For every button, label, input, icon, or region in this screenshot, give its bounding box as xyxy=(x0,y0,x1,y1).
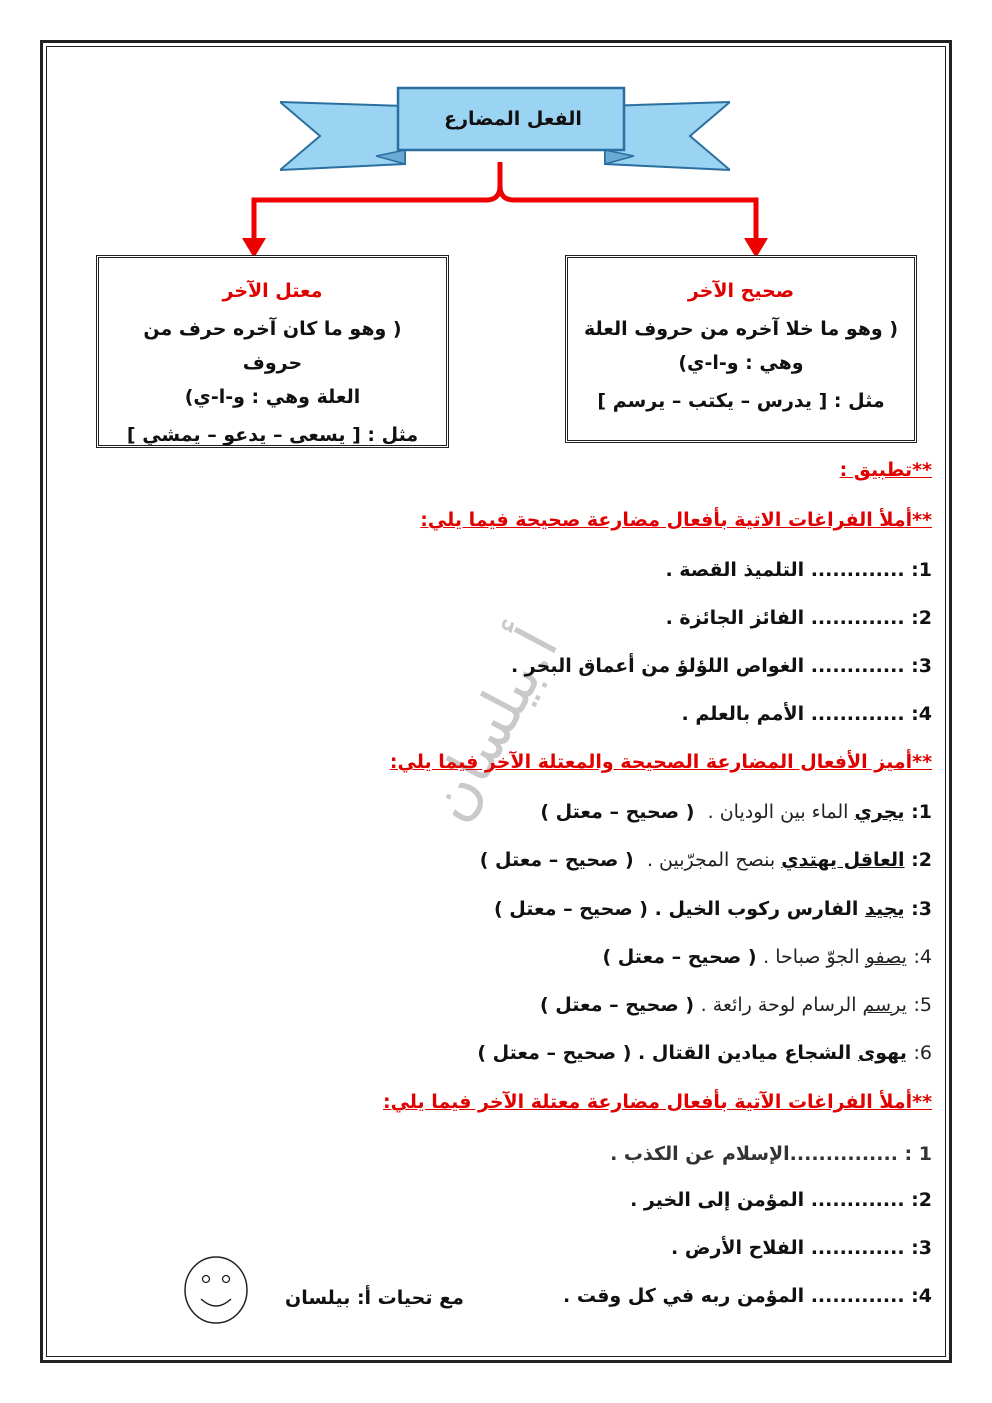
smiley-face-icon xyxy=(183,1255,249,1325)
mutal-title: معتل الآخر xyxy=(222,280,323,302)
verb: يرسم xyxy=(862,994,907,1016)
sahih-definition: ( وهو ما خلا آخره من حروف العلة وهي : و-ا-ي) xyxy=(583,318,899,374)
watermark: أ.بيلسان xyxy=(413,617,573,833)
verb: يصفو xyxy=(865,946,907,968)
mutal-example: مثل : [ يسعى – يدعو – يمشي ] xyxy=(126,424,419,446)
verb: يجيد xyxy=(864,898,905,920)
mutal-definition: ( وهو ما كان آخره حرف من حروف العلة وهي : و-ا-ي) xyxy=(143,318,402,408)
section1-heading: **أملأ الفراغات الاتية بأفعال مضارعة صحيحة فيما يلي: xyxy=(420,509,932,531)
section3-item: 4: ............. المؤمن ربه في كل وقت . xyxy=(563,1285,932,1307)
section3-item: 2: ............. المؤمن إلى الخير . xyxy=(630,1189,932,1211)
section2-item: 3: يجيد الفارس ركوب الخيل . ( صحيح – معتل ) xyxy=(493,898,932,920)
mutal-box xyxy=(96,255,449,448)
sahih-box xyxy=(565,255,917,443)
sahih-title: صحيح الآخر xyxy=(687,280,795,302)
page-title: الفعل المضارع xyxy=(444,108,582,130)
section2-item: 4: يصفو الجوّ صباحا . ( صحيح – معتل ) xyxy=(602,946,932,968)
apply-heading: **تطبيق : xyxy=(839,459,932,481)
section2-item: 5: يرسم الرسام لوحة رائعة . ( صحيح – معتل ) xyxy=(540,994,932,1016)
section3-item: 3: ............. الفلاح الأرض . xyxy=(671,1237,932,1259)
verb: يهوى xyxy=(857,1042,907,1064)
exercises xyxy=(70,455,932,1335)
section1-item: 2: ............. الفائز الجائزة . xyxy=(665,607,932,629)
section1-item: 3: ............. الغواص اللؤلؤ من أعماق البحر . xyxy=(510,655,932,677)
section2-heading: **أميز الأفعال المضارعة الصحيحة والمعتلة الآخر فيما يلي: xyxy=(389,751,932,773)
verb: العاقل يهتدي xyxy=(781,849,905,871)
branch-arrows xyxy=(230,160,770,260)
section3-heading: **أملأ الفراغات الآتية بأفعال مضارعة معتلة الآخر فيما يلي: xyxy=(382,1091,932,1113)
section2-item: 2: العاقل يهتدي بنصح المجرّبين . ( صحيح – معتل ) xyxy=(479,849,932,871)
section3-item: 1 : ...............الإسلام عن الكذب . xyxy=(610,1143,932,1165)
section2-item: 1: يجري الماء بين الوديان . ( صحيح – معتل ) xyxy=(540,801,932,823)
verb: يجري xyxy=(854,801,905,823)
section1-item: 4: ............. الأمم بالعلم . xyxy=(681,703,932,725)
section1-item: 1: ............. التلميذ القصة . xyxy=(665,559,932,581)
signature: مع تحيات أ: بيلسان xyxy=(285,1287,464,1309)
section2-item: 6: يهوى الشجاع ميادين القتال . ( صحيح – معتل ) xyxy=(477,1042,932,1064)
sahih-example: مثل : [ يدرس – يكتب – يرسم ] xyxy=(597,390,885,412)
